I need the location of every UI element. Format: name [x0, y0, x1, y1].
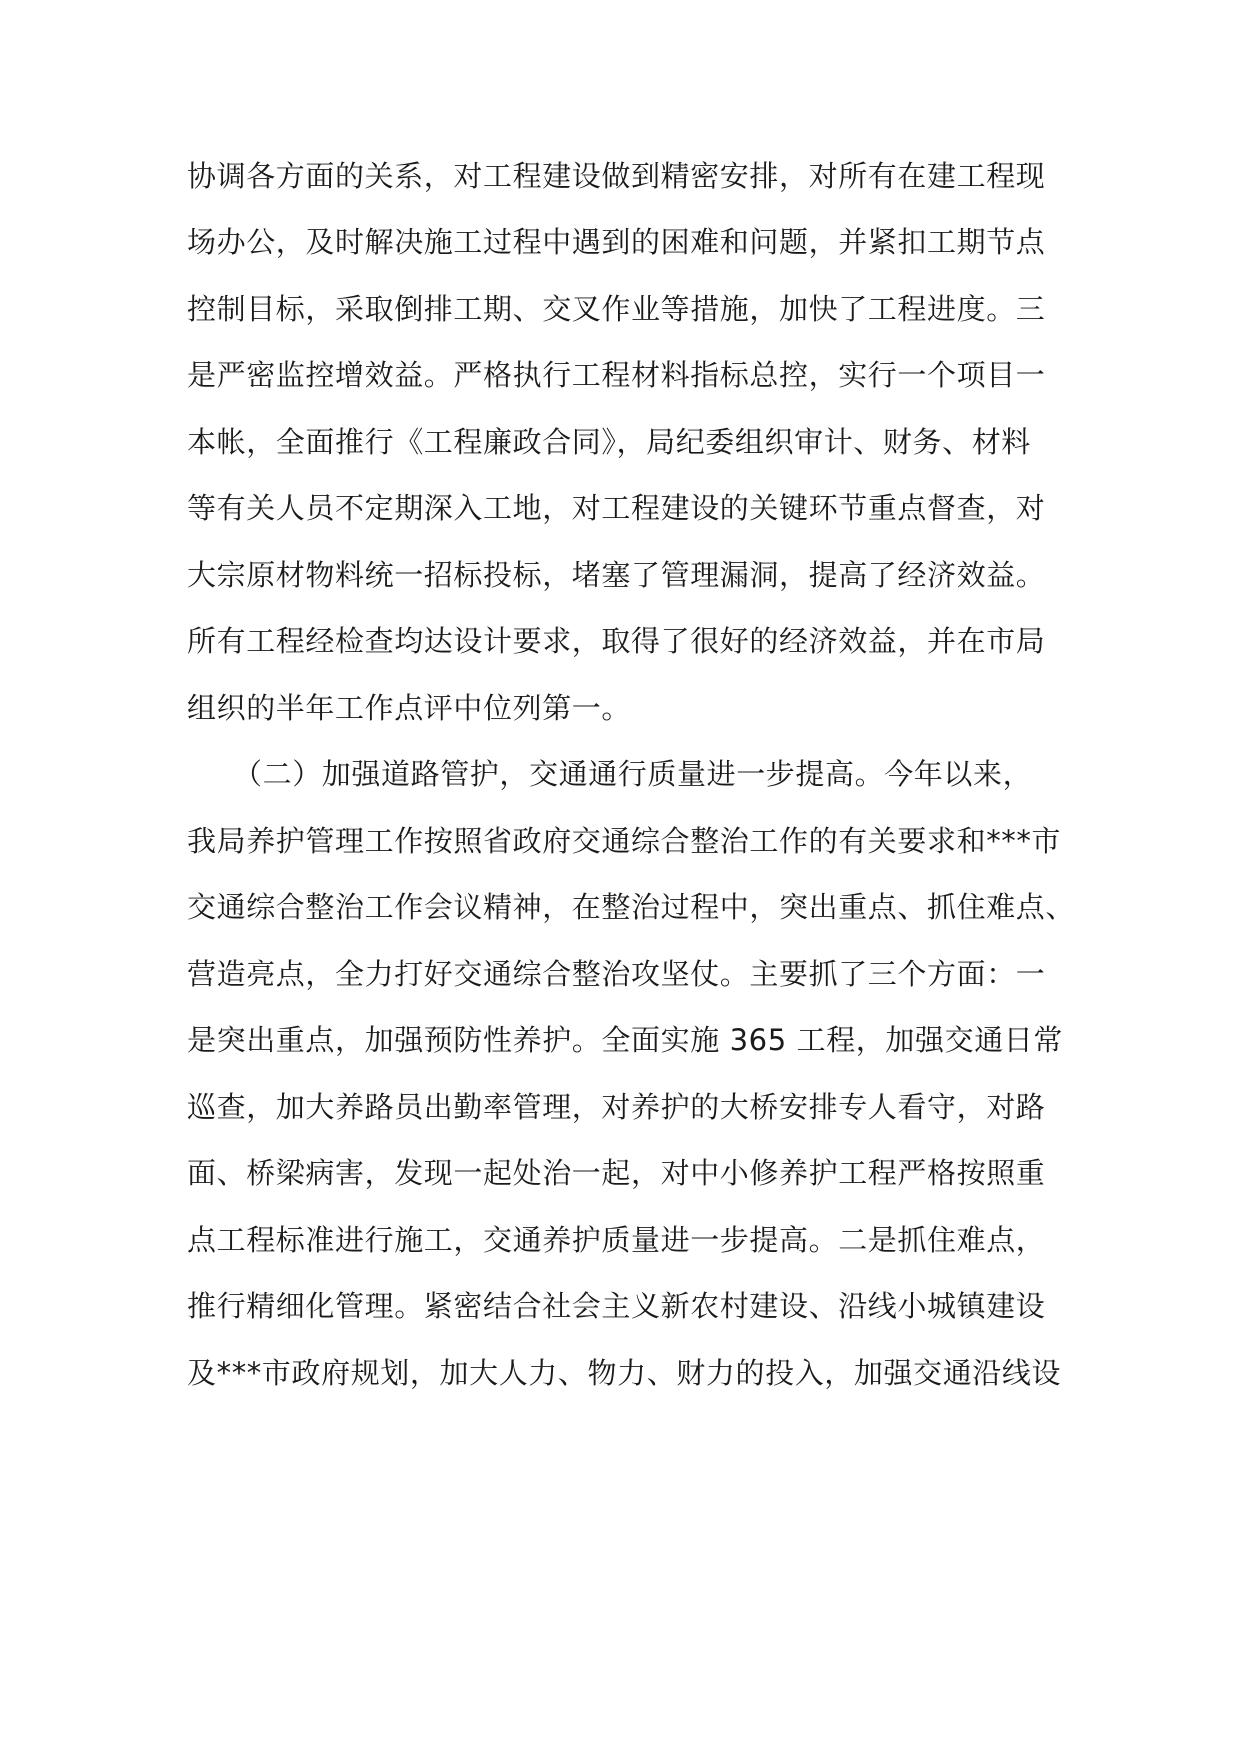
text-line: 营造亮点，全力打好交通综合整治攻坚仗。主要抓了三个方面：一	[187, 957, 1046, 991]
text-line: 点工程标准进行施工，交通养护质量进一步提高。二是抓住难点，	[187, 1223, 1046, 1257]
text-line: 大宗原材物料统一招标投标，堵塞了管理漏洞，提高了经济效益。	[187, 558, 1046, 592]
text-line: 我局养护管理工作按照省政府交通综合整治工作的有关要求和***市	[187, 824, 1062, 858]
text-line: 及***市政府规划，加大人力、物力、财力的投入，加强交通沿线设	[187, 1356, 1062, 1390]
text-line: 巡查，加大养路员出勤率管理，对养护的大桥安排专人看守，对路	[187, 1090, 1046, 1124]
text-line: 组织的半年工作点评中位列第一。	[187, 691, 632, 725]
text-line: 本帐，全面推行《工程廉政合同》，局纪委组织审计、财务、材料	[187, 425, 1031, 459]
text-line: 面、桥梁病害，发现一起处治一起，对中小修养护工程严格按照重	[187, 1156, 1046, 1190]
text-line: 推行精细化管理。紧密结合社会主义新农村建设、沿线小城镇建设	[187, 1289, 1046, 1323]
text-line: 场办公，及时解决施工过程中遇到的困难和问题，并紧扣工期节点	[187, 225, 1046, 259]
text-line: 等有关人员不定期深入工地，对工程建设的关键环节重点督查，对	[187, 491, 1046, 525]
text-line: 控制目标，采取倒排工期、交叉作业等措施，加快了工程进度。三	[187, 292, 1046, 326]
text-line: 所有工程经检查均达设计要求，取得了很好的经济效益，并在市局	[187, 624, 1046, 658]
text-line: 协调各方面的关系，对工程建设做到精密安排，对所有在建工程现	[187, 159, 1046, 193]
text-line: 交通综合整治工作会议精神，在整治过程中，突出重点、抓住难点、	[187, 890, 1076, 924]
text-line: 是严密监控增效益。严格执行工程材料指标总控，实行一个项目一	[187, 358, 1046, 392]
paragraph-heading: （二）加强道路管护，交通通行质量进一步提高。今年以来，	[233, 757, 1033, 791]
text-line: 是突出重点，加强预防性养护。全面实施 365 工程，加强交通日常	[187, 1023, 1063, 1057]
